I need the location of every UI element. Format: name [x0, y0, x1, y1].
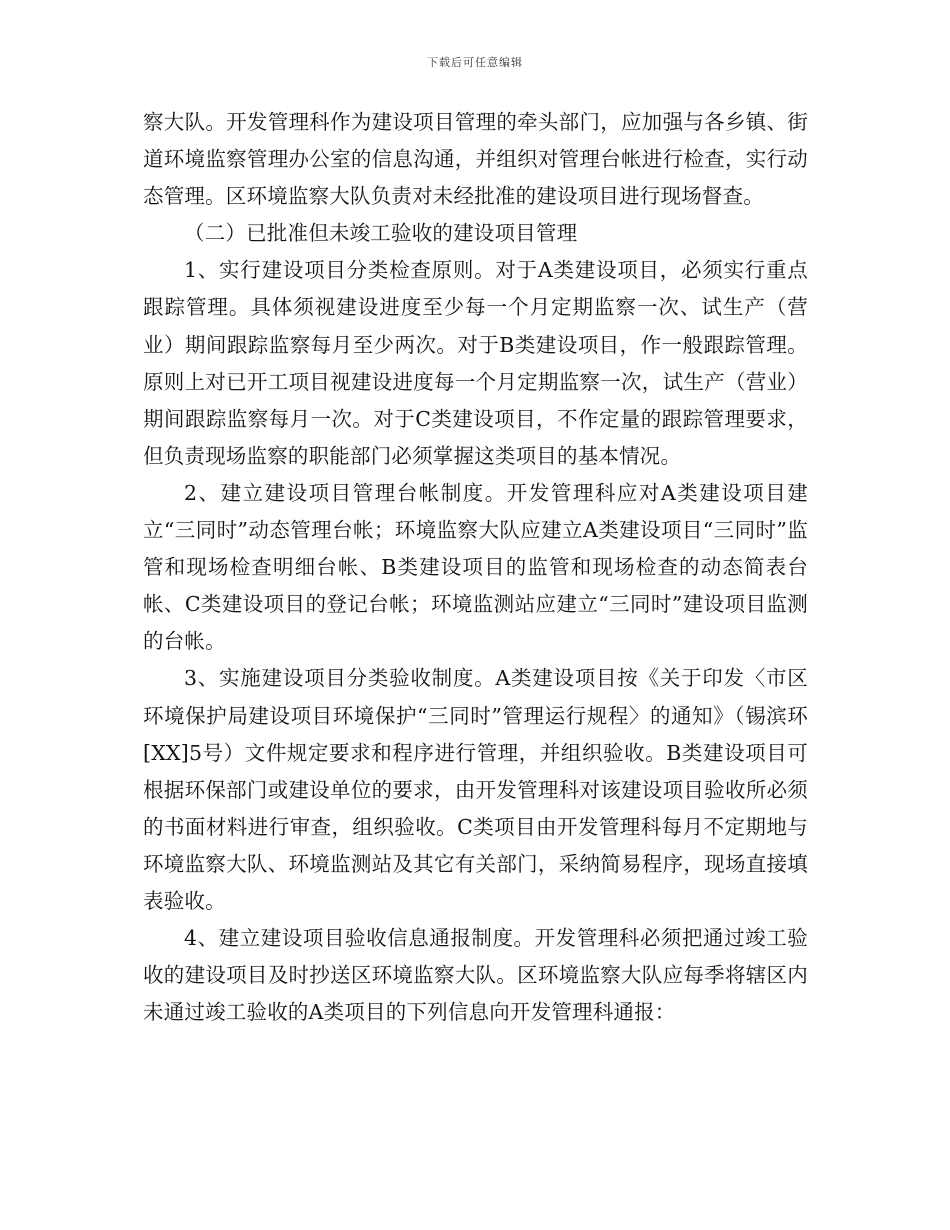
- document-body: [143, 104, 808, 1031]
- paragraph-item-3: 3、实施建设项目分类验收制度。A类建设项目按《关于印发〈市区环境保护局建设项目环境保护“三同时”管理运行规程〉的通知》（锡滨环[XX]5号）文件规定要求和程序进行管理，并组织验收。B类建设项目可根据环保部门或建设单位的要求，由开发管理科对该建设项目验收所必须的书面材料进行审查，组织验收。C类项目由开发管理科每月不定期地与环境监察大队、环境监测站及其它有关部门，采纳简易程序，现场直接填表验收。: [143, 666, 808, 913]
- paragraph-item-4: 4、建立建设项目验收信息通报制度。开发管理科必须把通过竣工验收的建设项目及时抄送区环境监察大队。区环境监察大队应每季将辖区内未通过竣工验收的A类项目的下列信息向开发管理科通报：: [143, 926, 808, 1025]
- paragraph-item-2: 2、建立建设项目管理台帐制度。开发管理科应对A类建设项目建立“三同时”动态管理台帐；环境监察大队应建立A类建设项目“三同时”监管和现场检查明细台帐、B类建设项目的监管和现场检查的动态简表台帐、C类建设项目的登记台帐；环境监测站应建立“三同时”建设项目监测的台帐。: [143, 480, 808, 654]
- page-header: 下载后可任意编辑: [427, 56, 523, 69]
- paragraph-item-1: 1、实行建设项目分类检查原则。对于A类建设项目，必须实行重点跟踪管理。具体须视建设进度至少每一个月定期监察一次、试生产（营业）期间跟踪监察每月至少两次。对于B类建设项目，作一般跟踪管理。原则上对已开工项目视建设进度每一个月定期监察一次，试生产（营业）期间跟踪监察每月一次。对于C类建设项目，不作定量的跟踪管理要求，但负责现场监察的职能部门必须掌握这类项目的基本情况。: [143, 258, 808, 468]
- paragraph-continuation: 察大队。开发管理科作为建设项目管理的牵头部门，应加强与各乡镇、街道环境监察管理办公室的信息沟通，并组织对管理台帐进行检查，实行动态管理。区环境监察大队负责对未经批准的建设项目进行现场督查。: [143, 110, 808, 209]
- section-heading: （二）已批准但未竣工验收的建设项目管理: [184, 221, 578, 246]
